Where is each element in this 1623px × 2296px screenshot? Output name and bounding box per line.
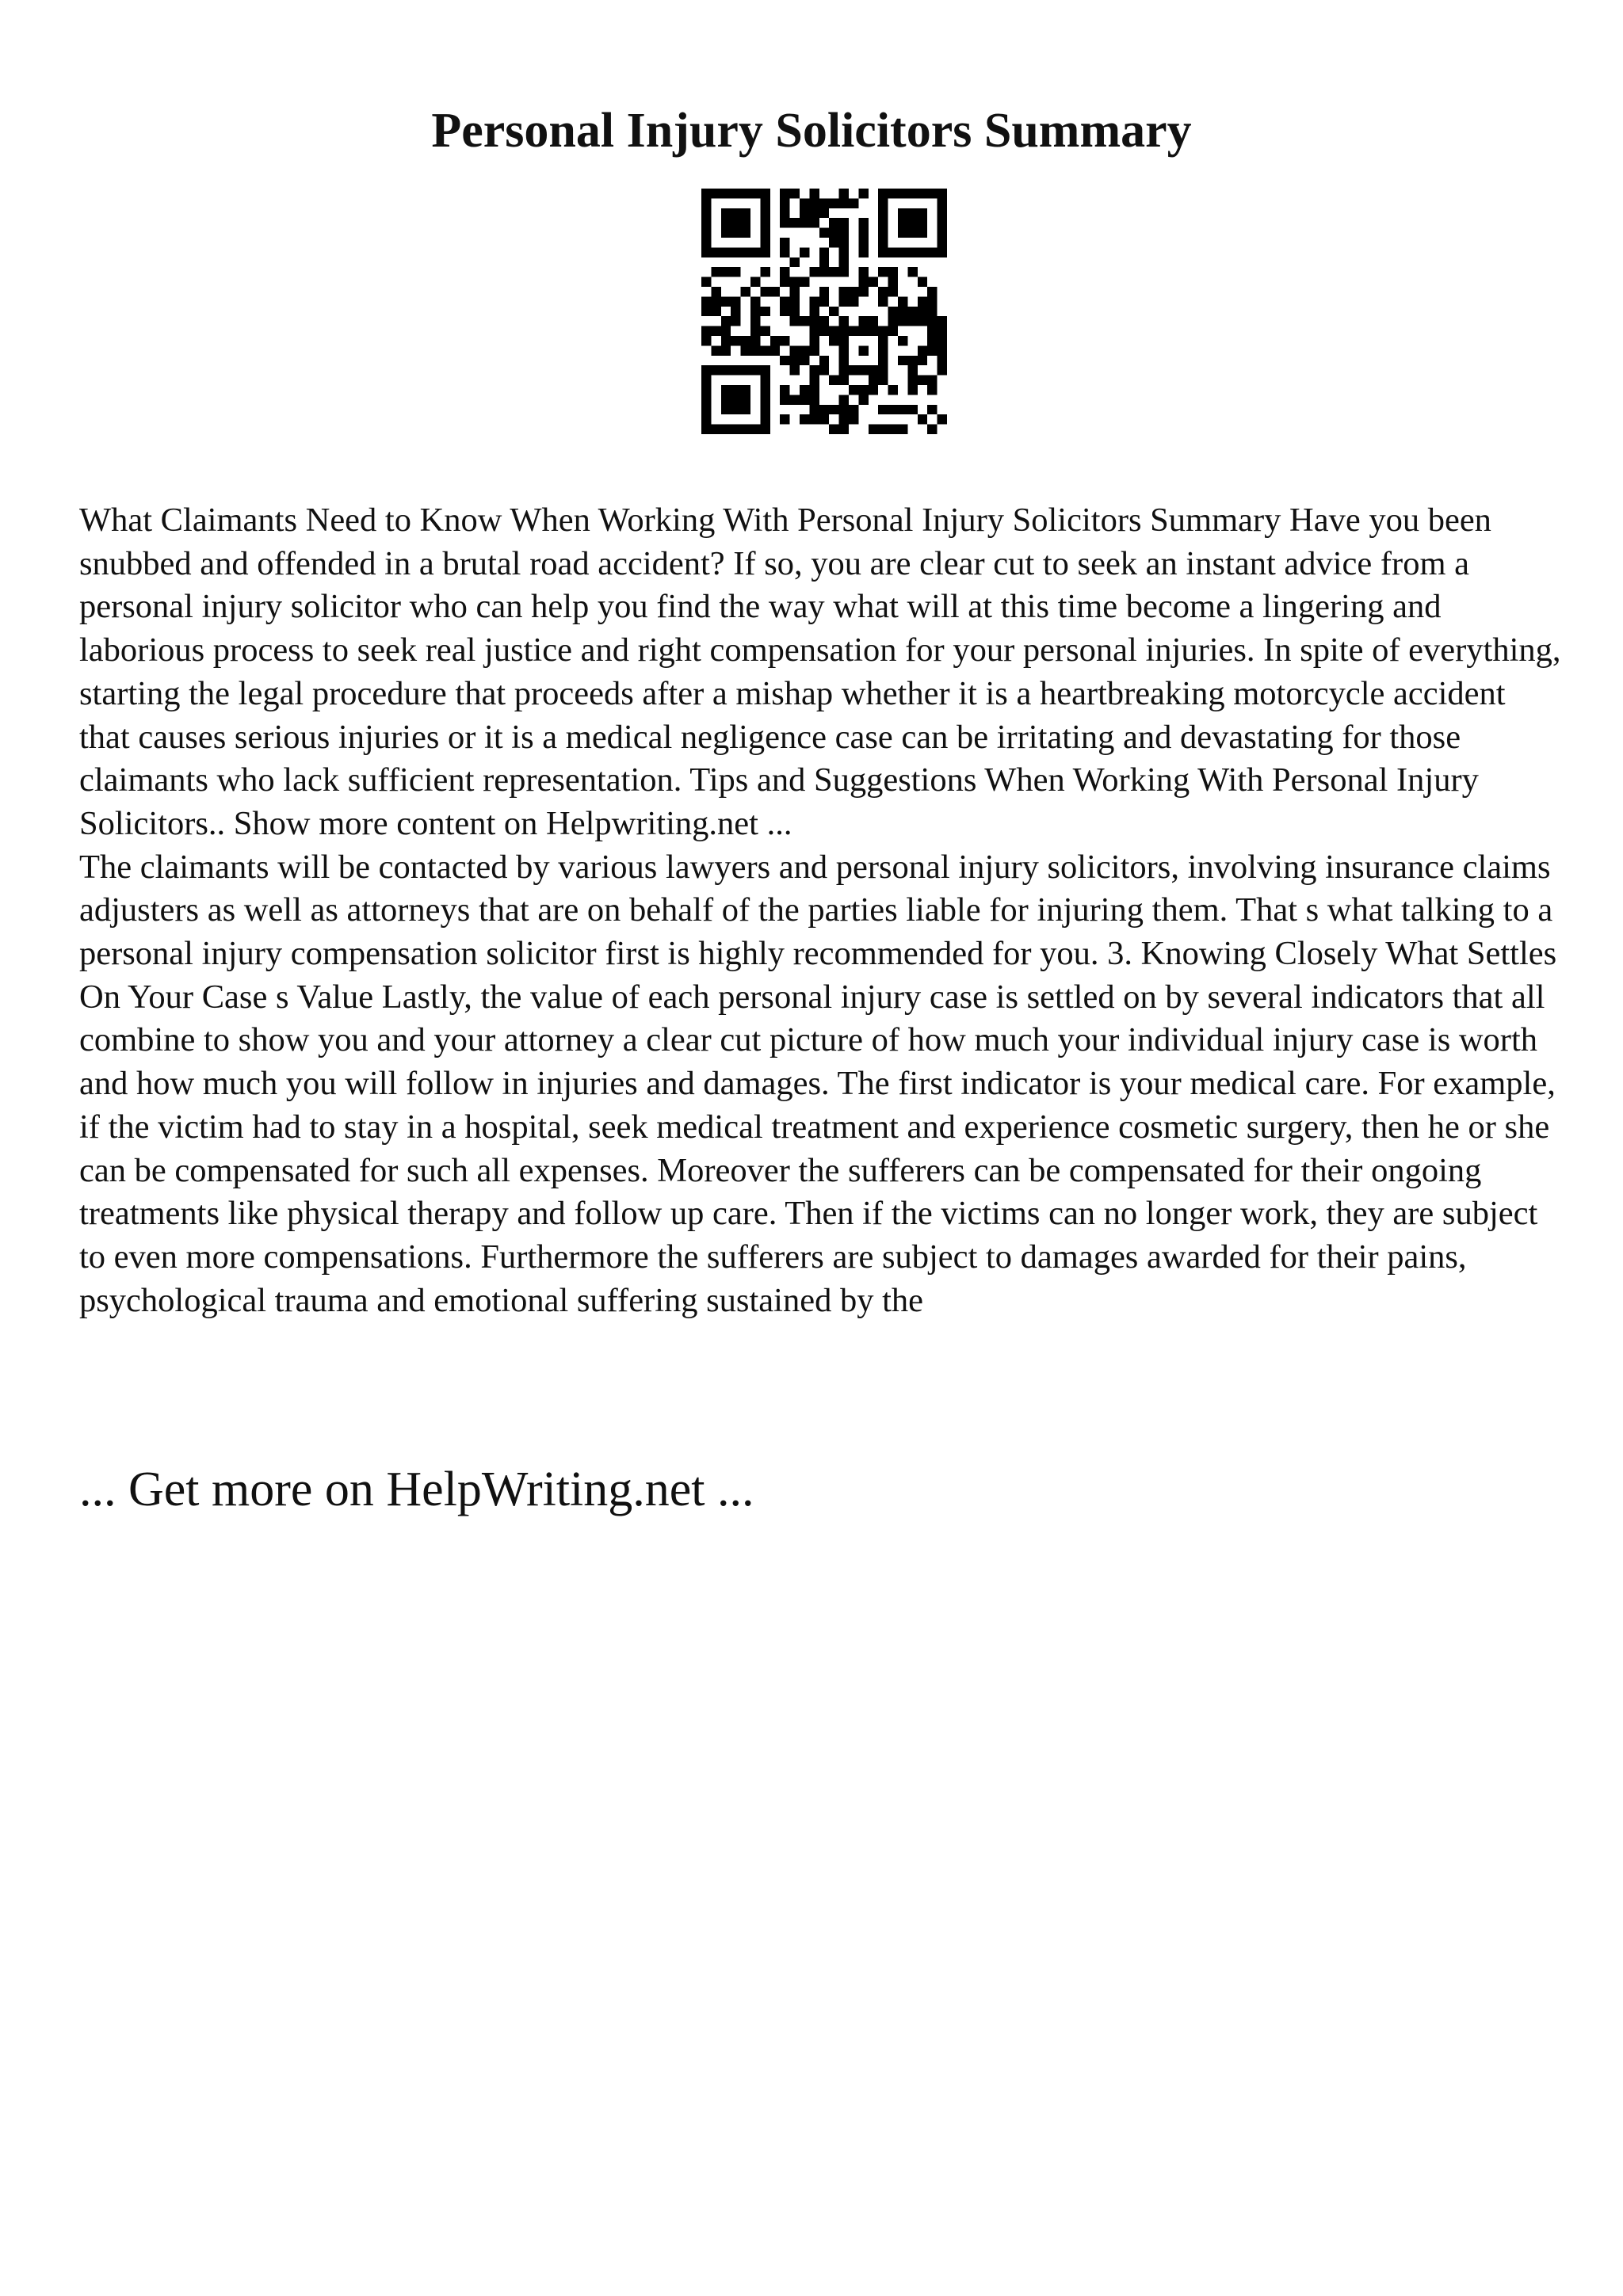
qr-code <box>701 189 947 434</box>
get-more-link[interactable]: ... Get more on HelpWriting.net ... <box>79 1463 754 1516</box>
paragraph: The claimants will be contacted by various lawyers and personal injury solicitors, involving insurance claims adjusters as well as attorneys that are on behalf of the parties liable for injuring them. That s what talking to a personal injury compensation solicitor first is highly recommended for you. 3. Knowing Closely What Settles On Your Case s Value Lastly, the value of each personal injury case is settled on by several indicators that all combine to show you and your attorney a clear cut picture of how much your individual injury case is worth and how much you will follow in injuries and damages. The first indicator is your medical care. For example, if the victim had to stay in a hospital, seek medical treatment and experience cosmetic surgery, then he or she can be compensated for such all expenses. Moreover the sufferers can be compensated for their ongoing treatments like physical therapy and follow up care. Then if the victims can no longer work, they are subject to even more compensations. Furthermore the sufferers are subject to damages awarded for their pains, psychological trauma and emotional suffering sustained by the <box>79 848 1557 1319</box>
qr-code-icon <box>701 189 947 434</box>
body-text <box>79 499 1561 1322</box>
page-title: Personal Injury Solicitors Summary <box>431 104 1192 158</box>
paragraph: What Claimants Need to Know When Working With Personal Injury Solicitors Summary Have you been snubbed and offended in a brutal road accident? If so, you are clear cut to seek an instant advice from a personal injury solicitor who can help you find the way what will at this time become a lingering and laborious process to seek real justice and right compensation for your personal injuries. In spite of everything, starting the legal procedure that proceeds after a mishap whether it is a heartbreaking motorcycle accident that causes serious injuries or it is a medical negligence case can be irritating and devastating for those claimants who lack sufficient representation. Tips and Suggestions When Working With Personal Injury Solicitors.. Show more content on Helpwriting.net ... <box>79 502 1561 842</box>
